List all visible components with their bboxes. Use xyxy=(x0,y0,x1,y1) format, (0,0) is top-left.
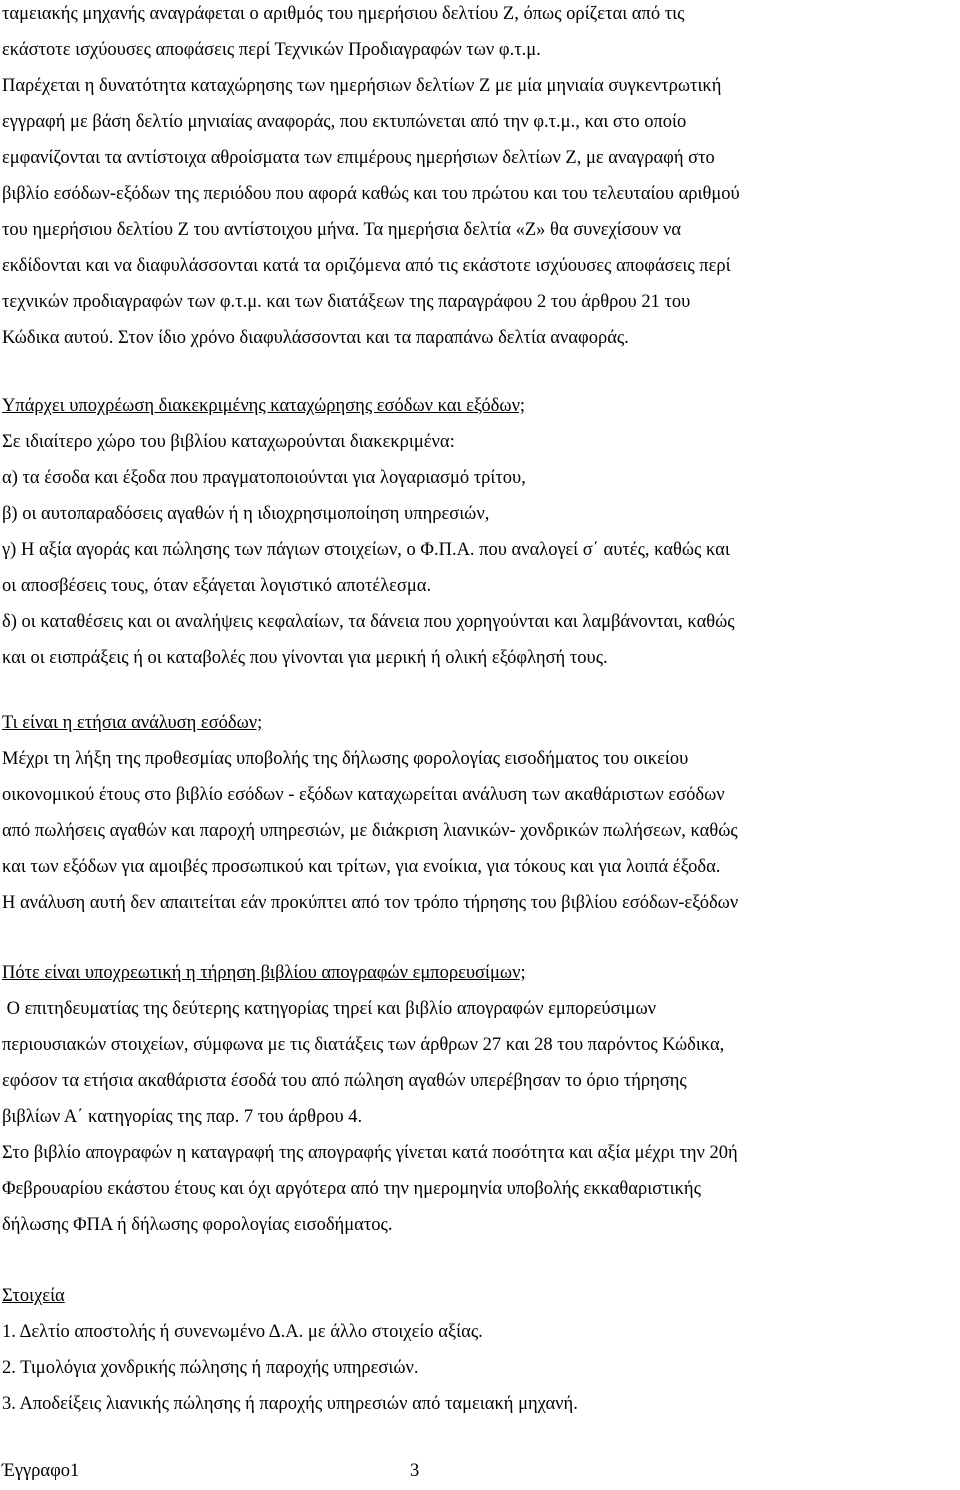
paragraph-annual-analysis xyxy=(2,741,958,921)
list-item: 3. Αποδείξεις λιανικής πώλησης ή παροχής υπηρεσιών από ταμειακή μηχανή. xyxy=(2,1394,578,1414)
text-line: ταμειακής μηχανής αναγράφεται ο αριθμός του ημερήσιου δελτίου Ζ, όπως ορίζεται από τις xyxy=(2,4,685,24)
text-line: οικονομικού έτους στο βιβλίο εσόδων - εξόδων καταχωρείται ανάλυση των ακαθάριστων εσόδων xyxy=(2,785,725,805)
text-line: Μέχρι τη λήξη της προθεσμίας υποβολής της δήλωσης φορολογίας εισοδήματος του οικείου xyxy=(2,749,689,769)
text-line: εφόσον τα ετήσια ακαθάριστα έσοδά του από πώληση αγαθών υπερέβησαν το όριο τήρησης xyxy=(2,1071,687,1091)
text-line: γ) Η αξία αγοράς και πώλησης των πάγιων στοιχείων, ο Φ.Π.Α. που αναλογεί σ΄ αυτές, καθώς και xyxy=(2,540,730,560)
list-item: 2. Τιμολόγια χονδρικής πώλησης ή παροχής υπηρεσιών. xyxy=(2,1358,419,1378)
paragraph-separate-entries xyxy=(2,424,958,676)
text-line: β) οι αυτοπαραδόσεις αγαθών ή η ιδιοχρησιμοποίηση υπηρεσιών, xyxy=(2,504,490,524)
text-line: εκάστοτε ισχύουσες αποφάσεις περί Τεχνικών Προδιαγραφών των φ.τ.μ. xyxy=(2,40,541,60)
section-heading: Πότε είναι υποχρεωτική η τήρηση βιβλίου απογραφών εμπορευσίμων; xyxy=(2,963,526,983)
section-heading: Τι είναι η ετήσια ανάλυση εσόδων; xyxy=(2,713,263,733)
paragraph-inventory-book xyxy=(2,991,958,1243)
page-footer xyxy=(2,1458,420,1484)
text-line: α) τα έσοδα και έξοδα που πραγματοποιούνται για λογαριασμό τρίτου, xyxy=(2,468,526,488)
text-line: Φεβρουαρίου εκάστου έτους και όχι αργότερα από την ημερομηνία υποβολής εκκαθαριστικής xyxy=(2,1179,701,1199)
text-line: και των εξόδων για αμοιβές προσωπικού και τρίτων, για ενοίκια, για τόκους και για λοιπά έξοδα. xyxy=(2,857,721,877)
text-line: και οι εισπράξεις ή οι καταβολές που γίνονται για μερική ή ολική εξόφλησή τους. xyxy=(2,648,608,668)
text-line: οι αποσβέσεις τους, όταν εξάγεται λογιστικό αποτέλεσμα. xyxy=(2,576,432,596)
text-line: από πωλήσεις αγαθών και παροχή υπηρεσιών, με διάκριση λιανικών- χονδρικών πωλήσεων, καθώς xyxy=(2,821,738,841)
text-line: περιουσιακών στοιχείων, σύμφωνα με τις διατάξεις των άρθρων 27 και 28 του παρόντος Κώδικα, xyxy=(2,1035,725,1055)
list-documents xyxy=(2,1314,958,1422)
text-line: δ) οι καταθέσεις και οι αναλήψεις κεφαλαίων, τα δάνεια που χορηγούνται και λαμβάνονται, καθώς xyxy=(2,612,735,632)
text-line: βιβλίων Α΄ κατηγορίας της παρ. 7 του άρθρου 4. xyxy=(2,1107,363,1127)
text-line: Η ανάλυση αυτή δεν απαιτείται εάν προκύπτει από τον τρόπο τήρησης του βιβλίου εσόδων-εξόδων xyxy=(2,893,739,913)
footer-page-number: 3 xyxy=(410,1461,420,1481)
text-line: Ο επιτηδευματίας της δεύτερης κατηγορίας τηρεί και βιβλίο απογραφών εμπορεύσιμων xyxy=(2,999,656,1019)
text-line: Στο βιβλίο απογραφών η καταγραφή της απογραφής γίνεται κατά ποσότητα και αξία μέχρι την 20ή xyxy=(2,1143,738,1163)
section-heading: Στοιχεία xyxy=(2,1286,65,1306)
text-line: Παρέχεται η δυνατότητα καταχώρησης των ημερήσιων δελτίων Ζ με μία μηνιαία συγκεντρωτική xyxy=(2,76,722,96)
list-item: 1. Δελτίο αποστολής ή συνενωμένο Δ.Α. με άλλο στοιχείο αξίας. xyxy=(2,1322,483,1342)
text-line: τεχνικών προδιαγραφών των φ.τ.μ. και των διατάξεων της παραγράφου 2 του άρθρου 21 του xyxy=(2,292,691,312)
text-line: Κώδικα αυτού. Στον ίδιο χρόνο διαφυλάσσονται και τα παραπάνω δελτία αναφοράς. xyxy=(2,328,629,348)
section-heading: Υπάρχει υποχρέωση διακεκριμένης καταχώρησης εσόδων και εξόδων; xyxy=(2,396,526,416)
text-line: βιβλίο εσόδων-εξόδων της περιόδου που αφορά καθώς και του πρώτου και του τελευταίου αριθμού xyxy=(2,184,740,204)
text-line: εμφανίζονται τα αντίστοιχα αθροίσματα των επιμέρους ημερήσιων δελτίων Ζ, με αναγραφή στο xyxy=(2,148,715,168)
footer-document-name: Έγγραφο1 xyxy=(2,1461,80,1481)
paragraph-daily-z-reports xyxy=(2,0,958,356)
text-line: του ημερήσιου δελτίου Ζ του αντίστοιχου μήνα. Τα ημερήσια δελτία «Ζ» θα συνεχίσουν να xyxy=(2,220,682,240)
text-line: εγγραφή με βάση δελτίο μηνιαίας αναφοράς, που εκτυπώνεται από την φ.τ.μ., και στο οποίο xyxy=(2,112,687,132)
text-line: εκδίδονται και να διαφυλάσσονται κατά τα οριζόμενα από τις εκάστοτε ισχύουσες αποφάσεις περί xyxy=(2,256,731,276)
text-line: δήλωσης ΦΠΑ ή δήλωσης φορολογίας εισοδήματος. xyxy=(2,1215,393,1235)
text-line: Σε ιδιαίτερο χώρο του βιβλίου καταχωρούνται διακεκριμένα: xyxy=(2,432,455,452)
